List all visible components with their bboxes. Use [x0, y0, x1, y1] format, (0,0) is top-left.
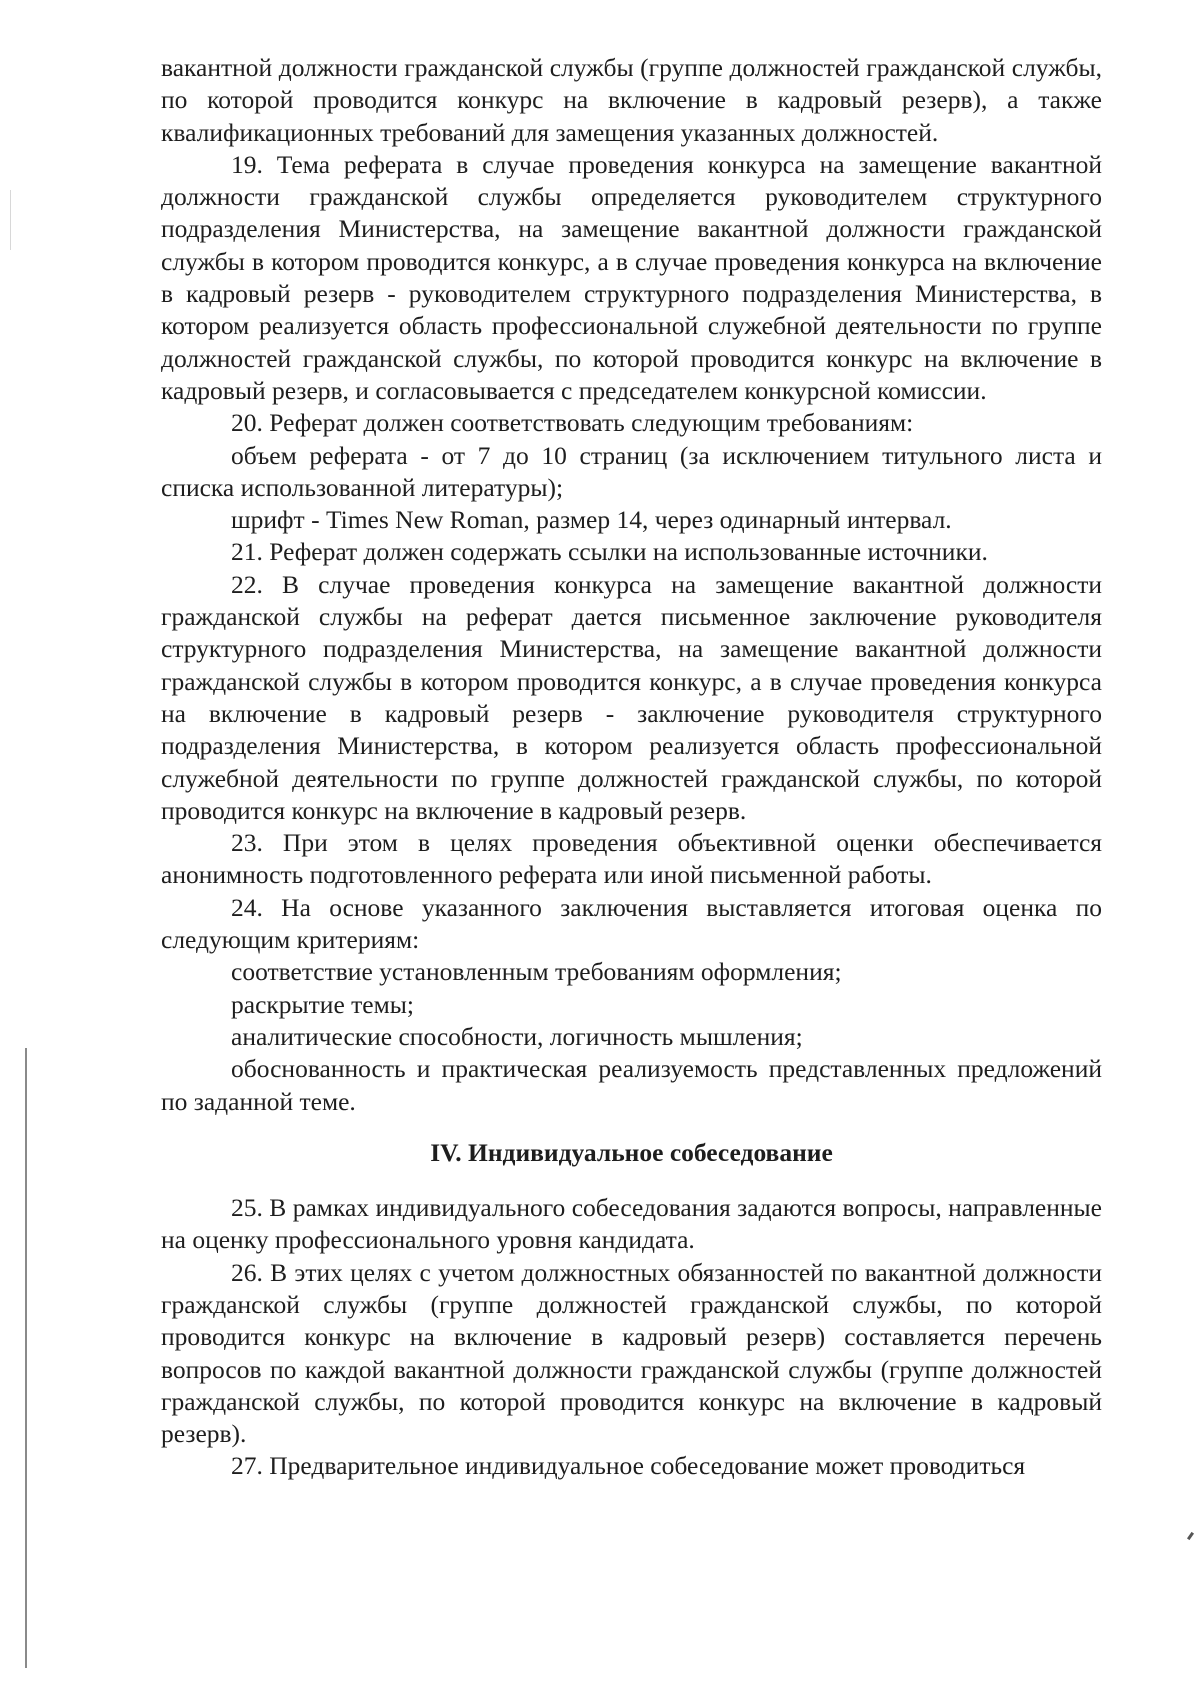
paragraph-p-22: 22. В случае проведения конкурса на замещение вакантной должности гражданской службы на реферат дается письменное заключение руководителя структурного подразделения Министерства, на замещение вакантной должности гражданской службы в котором проводится конкурс, а в случае проведения конкурса на включение в кадровый резерв - заключение руководителя структурного подразделения Министерства, в котором реализуется область профессиональной служебной деятельности по группе должностей гражданской службы, по которой проводится конкурс на включение в кадровый резерв.: [161, 569, 1102, 825]
paragraph-p-24d: обоснованность и практическая реализуемость представленных предложений по заданной теме.: [161, 1054, 1102, 1116]
paragraph-p-23: 23. При этом в целях проведения объективной оценки обеспечивается анонимность подготовленного реферата или иной письменной работы.: [161, 828, 1102, 890]
document-body: [161, 52, 1102, 1483]
paragraph-p-24b: раскрытие темы;: [231, 989, 414, 1019]
paragraph-p-25: 25. В рамках индивидуального собеседования задаются вопросы, направленные на оценку профессионального уровня кандидата.: [161, 1193, 1102, 1255]
paragraph-p-20b: шрифт - Times New Roman, размер 14, через одинарный интервал.: [231, 505, 952, 535]
paragraph-p-27: 27. Предварительное индивидуальное собеседование может проводиться: [231, 1451, 1026, 1481]
scan-artifact-left-edge: [25, 1048, 27, 1668]
paragraph-p-24a: соответствие установленным требованиям оформления;: [231, 957, 842, 987]
paragraphs-before-heading: [161, 52, 1102, 1118]
paragraph-p-24c: аналитические способности, логичность мышления;: [231, 1021, 803, 1051]
paragraphs-after-heading: [161, 1192, 1102, 1483]
paragraph-p-cont: вакантной должности гражданской службы (группе должностей гражданской службы, по которой проводится конкурс на включение в кадровый резерв), а также квалификационных требований для замещения указанных должностей.: [161, 53, 1102, 147]
paragraph-p-21: 21. Реферат должен содержать ссылки на использованные источники.: [231, 537, 988, 567]
paragraph-p-20a: объем реферата - от 7 до 10 страниц (за исключением титульного листа и списка использованной литературы);: [161, 440, 1102, 502]
scan-artifact-mark: [1187, 1532, 1194, 1540]
paragraph-p-24: 24. На основе указанного заключения выставляется итоговая оценка по следующим критериям:: [161, 892, 1102, 955]
paragraph-p-20: 20. Реферат должен соответствовать следующим требованиям:: [231, 408, 914, 438]
paragraph-p-26: 26. В этих целях с учетом должностных обязанностей по вакантной должности гражданской службы (группе должностей гражданской службы, по которой проводится конкурс на включение в кадровый резерв) составляется перечень вопросов по каждой вакантной должности гражданской службы (группе должностей гражданской службы, по которой проводится конкурс на включение в кадровый резерв).: [161, 1257, 1102, 1449]
section-heading: IV. Индивидуальное собеседование: [430, 1137, 833, 1167]
scan-artifact-line: [10, 190, 11, 250]
paragraph-p-19: 19. Тема реферата в случае проведения конкурса на замещение вакантной должности гражданской службы определяется руководителем структурного подразделения Министерства, на замещение вакантной должности гражданской службы в котором проводится конкурс, а в случае проведения конкурса на включение в кадровый резерв - руководителем структурного подразделения Министерства, в котором реализуется область профессиональной служебной деятельности по группе должностей гражданской службы, по которой проводится конкурс на включение в кадровый резерв, и согласовывается с председателем конкурсной комиссии.: [161, 149, 1102, 405]
